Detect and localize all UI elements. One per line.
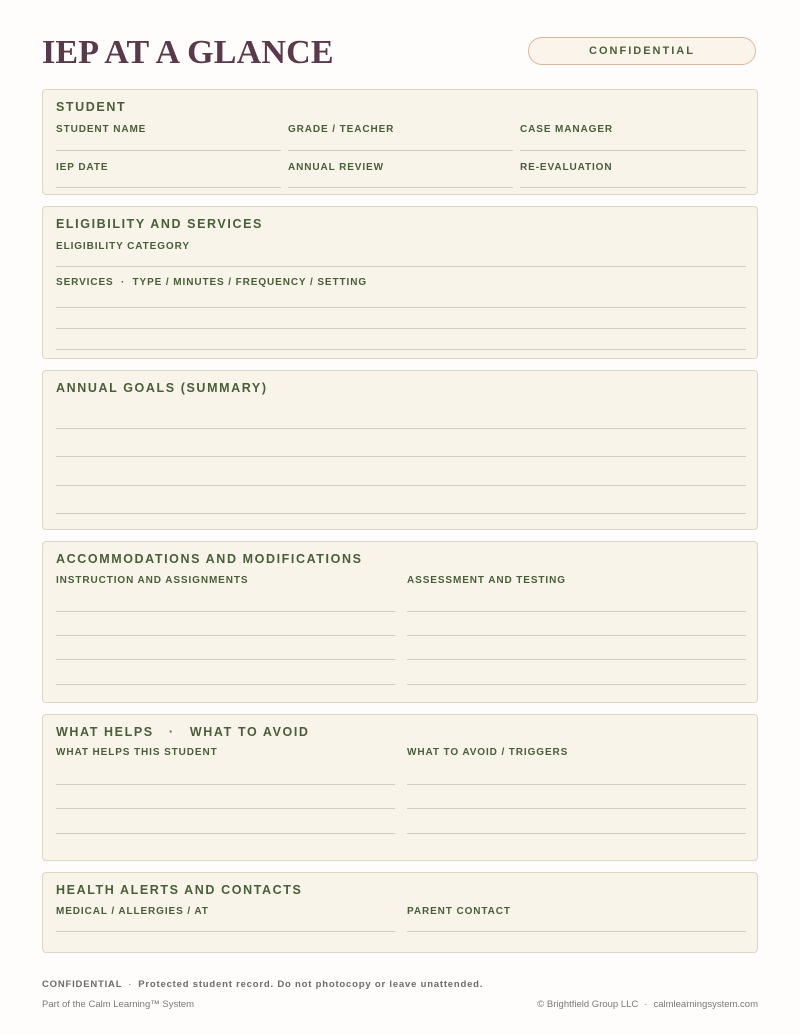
instruction-label: INSTRUCTION AND ASSIGNMENTS <box>56 575 249 586</box>
what-helps-section <box>42 714 758 861</box>
grade-teacher-label: GRADE / TEACHER <box>288 124 395 135</box>
footer-notice <box>42 979 483 990</box>
annual-review-field[interactable] <box>288 187 513 188</box>
services-line[interactable] <box>56 328 746 329</box>
student-section <box>42 89 758 195</box>
annual-review-label: ANNUAL REVIEW <box>288 162 384 173</box>
goal-line[interactable] <box>56 485 746 486</box>
health-heading: HEALTH ALERTS AND CONTACTS <box>56 883 303 897</box>
student-name-field[interactable] <box>56 150 281 151</box>
goal-line[interactable] <box>56 513 746 514</box>
instruction-line[interactable] <box>56 659 395 660</box>
instruction-line[interactable] <box>56 684 395 685</box>
avoid-line[interactable] <box>407 808 746 809</box>
eligibility-category-label: ELIGIBILITY CATEGORY <box>56 241 190 252</box>
avoid-line[interactable] <box>407 833 746 834</box>
goal-line[interactable] <box>56 428 746 429</box>
assessment-line[interactable] <box>407 635 746 636</box>
assessment-line[interactable] <box>407 659 746 660</box>
footer-confidential: CONFIDENTIAL <box>42 979 123 990</box>
case-manager-field[interactable] <box>520 150 746 151</box>
helps-line[interactable] <box>56 784 395 785</box>
health-section <box>42 872 758 953</box>
helps-line[interactable] <box>56 833 395 834</box>
accommodations-section <box>42 541 758 703</box>
footer-system: Part of the Calm Learning™ System <box>42 999 195 1010</box>
medical-label: MEDICAL / ALLERGIES / AT <box>56 906 209 917</box>
case-manager-label: CASE MANAGER <box>520 124 614 135</box>
annual-goals-heading: ANNUAL GOALS (SUMMARY) <box>56 381 268 395</box>
student-name-label: STUDENT NAME <box>56 124 147 135</box>
assessment-line[interactable] <box>407 684 746 685</box>
iep-date-label: IEP DATE <box>56 162 109 173</box>
services-line[interactable] <box>56 307 746 308</box>
instruction-line[interactable] <box>56 611 395 612</box>
accommodations-heading: ACCOMMODATIONS AND MODIFICATIONS <box>56 552 363 566</box>
re-evaluation-field[interactable] <box>520 187 746 188</box>
grade-teacher-field[interactable] <box>288 150 513 151</box>
parent-contact-field[interactable] <box>407 931 746 932</box>
services-line[interactable] <box>56 349 746 350</box>
iep-date-field[interactable] <box>56 187 281 188</box>
assessment-line[interactable] <box>407 611 746 612</box>
avoid-line[interactable] <box>407 784 746 785</box>
footer-website-link[interactable]: calmlearningsystem.com <box>653 999 758 1010</box>
student-heading: STUDENT <box>56 100 127 114</box>
assessment-label: ASSESSMENT AND TESTING <box>407 575 566 586</box>
page-title: IEP AT A GLANCE <box>42 34 334 71</box>
helps-line[interactable] <box>56 808 395 809</box>
instruction-line[interactable] <box>56 635 395 636</box>
footer-credits <box>537 999 758 1010</box>
eligibility-section <box>42 206 758 359</box>
medical-field[interactable] <box>56 931 395 932</box>
services-label: SERVICES · TYPE / MINUTES / FREQUENCY / SETTING <box>56 277 367 288</box>
footer-separator: · <box>128 979 133 990</box>
confidential-badge: CONFIDENTIAL <box>528 37 756 65</box>
footer-notice-text: Protected student record. Do not photocopy or leave unattended. <box>138 979 484 990</box>
annual-goals-section <box>42 370 758 530</box>
what-to-avoid-label: WHAT TO AVOID / TRIGGERS <box>407 747 569 758</box>
footer-credits-separator: · <box>644 999 648 1010</box>
parent-contact-label: PARENT CONTACT <box>407 906 511 917</box>
what-helps-label: WHAT HELPS THIS STUDENT <box>56 747 218 758</box>
eligibility-category-field[interactable] <box>56 266 746 267</box>
footer-copyright: © Brightfield Group LLC <box>537 999 639 1010</box>
re-evaluation-label: RE-EVALUATION <box>520 162 613 173</box>
eligibility-heading: ELIGIBILITY AND SERVICES <box>56 217 263 231</box>
what-helps-heading: WHAT HELPS · WHAT TO AVOID <box>56 725 310 739</box>
goal-line[interactable] <box>56 456 746 457</box>
